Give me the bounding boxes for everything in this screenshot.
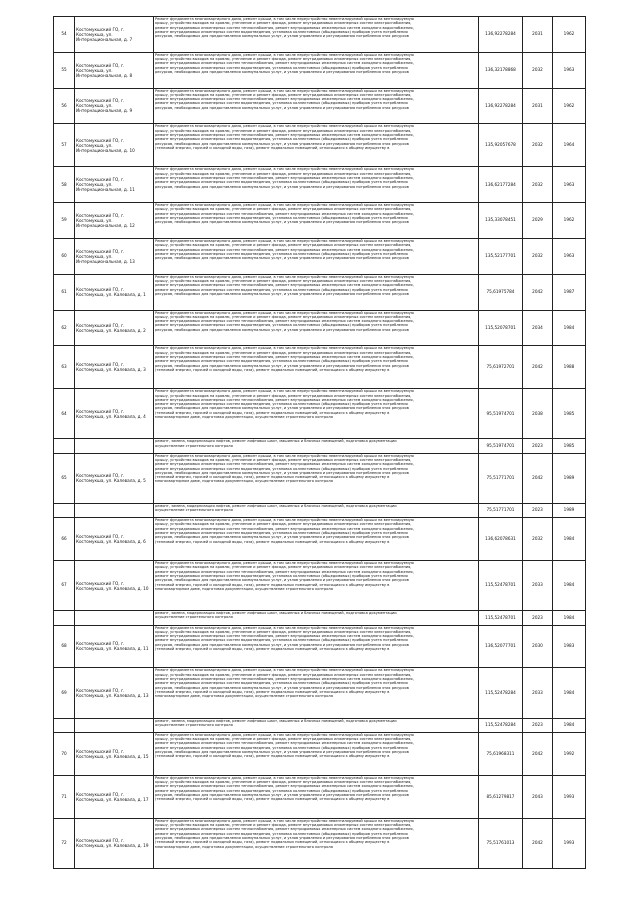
build-year-cell: 1962 bbox=[553, 88, 586, 124]
work-description-line: ремонт внутридомовых инженерных систем водоотведения, установка коллективных (общедомовых) приборов учета потребления bbox=[155, 531, 408, 536]
address-cell bbox=[75, 611, 154, 625]
work-description-line: ресурсов, необходимых для предоставления коммунальных услуг, и узлов управления и регулирования потребления этих ресурсов bbox=[155, 184, 409, 189]
row-number: 70 bbox=[54, 732, 75, 775]
cost-cell: 115,52078701 bbox=[479, 310, 523, 346]
work-description-line: ресурсов, необходимых для предоставления коммунальных услуг, и узлов управления и регулирования потребления этих ресурсов bbox=[155, 327, 409, 332]
work-description-line: ремонт внутридомовых инженерных систем водоотведения, установка коллективных (общедомовых) приборов учета потребления bbox=[155, 573, 408, 578]
work-description-line: крышу, устройство выходов на кровлю, утепление и ремонт фасада, ремонт внутридомовых инженерных систем электроснабжения, bbox=[155, 780, 412, 785]
work-description-line: крышу, устройство выходов на кровлю, утепление и ремонт фасада, ремонт внутридомовых инженерных систем электроснабжения, bbox=[155, 57, 412, 62]
row-number bbox=[54, 611, 75, 625]
cost-cell: 136,92278284 bbox=[479, 17, 523, 53]
row-number: 71 bbox=[54, 775, 75, 818]
work-description-line: ремонт внутридомовых инженерных систем теплоснабжения, ремонт внутридомовых инженерных систем холодного водоснабжения, bbox=[155, 827, 414, 832]
repair-year-cell: 2033 bbox=[523, 668, 553, 718]
row-number: 58 bbox=[54, 167, 75, 203]
work-description-line: ресурсов, необходимых для предоставления коммунальных услуг, и узлов управления и регулирования потребления этих ресурсов bbox=[155, 578, 409, 583]
build-year-cell: 1985 bbox=[553, 389, 586, 439]
work-description bbox=[154, 732, 479, 775]
work-description-line: ремонт внутридомовых инженерных систем водоотведения, установка коллективных (общедомовых) приборов учета потребления bbox=[155, 831, 408, 836]
row-number: 68 bbox=[54, 625, 75, 668]
work-description-line: Ремонт фундамента многоквартирного дома, ремонт крыши, в том числе переустройство невентилируемой крыши на вентилируемую bbox=[155, 88, 414, 93]
work-description-line: ресурсов, необходимых для предоставления коммунальных услуг, и узлов управления и регулирования потребления этих ресурсов bbox=[155, 470, 409, 475]
work-description-line: Ремонт фундамента многоквартирного дома, ремонт крыши, в том числе переустройство невентилируемой крыши на вентилируемую bbox=[155, 818, 414, 823]
work-description-line: Ремонт фундамента многоквартирного дома, ремонт крыши, в том числе переустройство невентилируемой крыши на вентилируемую bbox=[155, 775, 414, 780]
work-description bbox=[154, 503, 479, 517]
work-description bbox=[154, 124, 479, 167]
work-description-line: ремонт внутридомовых инженерных систем водоотведения, установка коллективных (общедомовых) приборов учета потребления bbox=[155, 101, 408, 106]
address-cell: Костомукшский ГО, г. Костомукша, ул. Интернациональная, д. 8 bbox=[75, 52, 154, 88]
work-description bbox=[154, 310, 479, 346]
work-description-line: Ремонт фундамента многоквартирного дома, ремонт крыши, в том числе переустройство невентилируемой крыши на вентилируемую bbox=[155, 17, 414, 21]
cost-cell: 135,52177701 bbox=[479, 238, 523, 274]
build-year-cell: 1989 bbox=[553, 453, 586, 503]
cost-cell: 135,92057678 bbox=[479, 124, 523, 167]
repair-year-cell: 2042 bbox=[523, 274, 553, 310]
work-description-line: крышу, устройство выходов на кровлю, утепление и ремонт фасада, ремонт внутридомовых инженерных систем электроснабжения, bbox=[155, 314, 412, 319]
cost-cell: 75,51771701 bbox=[479, 453, 523, 503]
build-year-cell: 1963 bbox=[553, 52, 586, 88]
address-cell: Костомукшский ГО, г. Костомукша, ул. Калевала, д. 2 bbox=[75, 310, 154, 346]
address-cell: Костомукшский ГО, г. Костомукша, ул. Калевала, д. 15 bbox=[75, 732, 154, 775]
row-number: 62 bbox=[54, 310, 75, 346]
work-description-line: ремонт внутридомовых инженерных систем теплоснабжения, ремонт внутридомовых инженерных систем холодного водоснабжения, bbox=[155, 462, 414, 467]
cost-cell: 115,52478701 bbox=[479, 611, 523, 625]
work-description-line: ремонт внутридомовых инженерных систем водоотведения, установка коллективных (общедомовых) приборов учета потребления bbox=[155, 65, 408, 70]
address-cell: Костомукшский ГО, г. Костомукша, ул. Калевала, д. 5 bbox=[75, 453, 154, 503]
repair-year-cell: 2042 bbox=[523, 346, 553, 389]
table-row bbox=[54, 274, 586, 310]
row-number: 67 bbox=[54, 561, 75, 611]
build-year-cell: 1992 bbox=[553, 732, 586, 775]
work-description bbox=[154, 167, 479, 203]
work-description-line: Ремонт фундамента многоквартирного дома, ремонт крыши, в том числе переустройство невентилируемой крыши на вентилируемую bbox=[155, 167, 414, 172]
work-description-line: ремонт внутридомовых инженерных систем водоотведения, установка коллективных (общедомовых) приборов учета потребления bbox=[155, 29, 408, 34]
work-description-line: крышу, устройство выходов на кровлю, утепление и ремонт фасада, ремонт внутридомовых инженерных систем электроснабжения, bbox=[155, 737, 412, 742]
work-description-line: (тепловой энергии, горячей и холодной воды, газа), ремонт подвальных помещений, относящихся к общему имуществу в bbox=[155, 646, 390, 651]
repair-year-cell: 2032 bbox=[523, 167, 553, 203]
repair-year-cell: 2034 bbox=[523, 310, 553, 346]
work-description-line: крышу, устройство выходов на кровлю, утепление и ремонт фасада, ремонт внутридомовых инженерных систем электроснабжения, bbox=[155, 393, 412, 398]
build-year-cell: 1987 bbox=[553, 274, 586, 310]
row-number: 55 bbox=[54, 52, 75, 88]
work-description-line: ресурсов, необходимых для предоставления коммунальных услуг, и узлов управления и регулирования потребления этих ресурсов bbox=[155, 363, 409, 368]
work-description-line: ремонт внутридомовых инженерных систем водоотведения, установка коллективных (общедомовых) приборов учета потребления bbox=[155, 137, 408, 142]
capital-repair-table bbox=[53, 16, 586, 869]
repair-year-cell: 2032 bbox=[523, 52, 553, 88]
work-description-line: Ремонт фундамента многоквартирного дома, ремонт крыши, в том числе переустройство невентилируемой крыши на вентилируемую bbox=[155, 389, 414, 394]
work-description-line: крышу, устройство выходов на кровлю, утепление и ремонт фасада, ремонт внутридомовых инженерных систем электроснабжения, bbox=[155, 171, 412, 176]
repair-year-cell: 2023 bbox=[523, 718, 553, 732]
work-description-line: ремонт внутридомовых инженерных систем теплоснабжения, ремонт внутридомовых инженерных систем холодного водоснабжения, bbox=[155, 283, 414, 288]
work-description-line: крышу, устройство выходов на кровлю, утепление и ремонт фасада, ремонт внутридомовых инженерных систем электроснабжения, bbox=[155, 458, 412, 462]
row-number: 63 bbox=[54, 346, 75, 389]
work-description-line: ремонт внутридомовых инженерных систем теплоснабжения, ремонт внутридомовых инженерных систем холодного водоснабжения, bbox=[155, 741, 414, 746]
work-description-line: многоквартирном доме, подготовка документации, осуществление строительного контроля bbox=[155, 694, 333, 699]
cost-cell: 95,51974701 bbox=[479, 389, 523, 439]
address-cell: Костомукшский ГО, г. Костомукша, ул. Интернациональная, д. 13 bbox=[75, 238, 154, 274]
document-sheet bbox=[53, 16, 585, 868]
work-description-line: Ремонт фундамента многоквартирного дома, ремонт крыши, в том числе переустройство невентилируемой крыши на вентилируемую bbox=[155, 732, 414, 737]
address-cell: Костомукшский ГО, г. Костомукша, ул. Интернациональная, д. 9 bbox=[75, 88, 154, 124]
work-description-line: (тепловой энергии, горячей и холодной воды, газа), ремонт подвальных помещений, относящихся к общему имуществу в bbox=[155, 582, 390, 587]
address-cell: Костомукшский ГО, г. Костомукша, ул. Калевала, д. 1 bbox=[75, 274, 154, 310]
work-description-line: (тепловой энергии, горячей и холодной воды, газа), ремонт подвальных помещений, относящихся к общему имуществу в bbox=[155, 539, 390, 544]
table-row bbox=[54, 124, 586, 167]
table-row bbox=[54, 203, 586, 239]
repair-year-cell: 2023 bbox=[523, 439, 553, 453]
work-description bbox=[154, 625, 479, 668]
repair-year-cell: 2030 bbox=[523, 625, 553, 668]
work-description-line: ресурсов, необходимых для предоставления коммунальных услуг, и узлов управления и регулирования потребления этих ресурсов bbox=[155, 34, 409, 39]
build-year-cell: 1983 bbox=[553, 625, 586, 668]
build-year-cell: 1984 bbox=[553, 518, 586, 561]
work-description-line: Ремонт фундамента многоквартирного дома, ремонт крыши, в том числе переустройство невентилируемой крыши на вентилируемую bbox=[155, 124, 414, 129]
repair-year-cell: 2032 bbox=[523, 518, 553, 561]
cost-cell: 95,51974701 bbox=[479, 439, 523, 453]
work-description bbox=[154, 274, 479, 310]
work-description-line: ремонт, замена, модернизация лифтов, ремонт лифтовых шахт, машинных и блочных помещений, подготовка документации bbox=[155, 611, 397, 616]
address-cell: Костомукшский ГО, г. Костомукша, ул. Калевала, д. 13 bbox=[75, 668, 154, 718]
work-description-line: ремонт внутридомовых инженерных систем теплоснабжения, ремонт внутридомовых инженерных систем холодного водоснабжения, bbox=[155, 97, 414, 102]
work-description-line: ремонт внутридомовых инженерных систем теплоснабжения, ремонт внутридомовых инженерных систем холодного водоснабжения, bbox=[155, 175, 414, 180]
work-description-line: Ремонт фундамента многоквартирного дома, ремонт крыши, в том числе переустройство невентилируемой крыши на вентилируемую bbox=[155, 518, 414, 523]
work-description-line: Ремонт фундамента многоквартирного дома, ремонт крыши, в том числе переустройство невентилируемой крыши на вентилируемую bbox=[155, 561, 414, 566]
table-row bbox=[54, 818, 586, 868]
work-description-line: ремонт внутридомовых инженерных систем водоотведения, установка коллективных (общедомовых) приборов учета потребления bbox=[155, 180, 408, 185]
work-description-line: ремонт внутридомовых инженерных систем теплоснабжения, ремонт внутридомовых инженерных систем холодного водоснабжения, bbox=[155, 211, 414, 216]
work-description-line: Ремонт фундамента многоквартирного дома, ремонт крыши, в том числе переустройство невентилируемой крыши на вентилируемую bbox=[155, 52, 414, 57]
work-description-line: ремонт внутридомовых инженерных систем водоотведения, установка коллективных (общедомовых) приборов учета потребления bbox=[155, 638, 408, 643]
row-number bbox=[54, 503, 75, 517]
row-number: 64 bbox=[54, 389, 75, 439]
row-number bbox=[54, 718, 75, 732]
work-description-line: ремонт внутридомовых инженерных систем водоотведения, установка коллективных (общедомовых) приборов учета потребления bbox=[155, 402, 408, 407]
work-description-line: Ремонт фундамента многоквартирного дома, ремонт крыши, в том числе переустройство невентилируемой крыши на вентилируемую bbox=[155, 668, 414, 673]
work-description-line: ресурсов, необходимых для предоставления коммунальных услуг, и узлов управления и регулирования потребления этих ресурсов bbox=[155, 642, 409, 647]
address-cell: Костомукшский ГО, г. Костомукша, ул. Калевала, д. 19 bbox=[75, 818, 154, 868]
cost-cell: 115,52478284 bbox=[479, 668, 523, 718]
work-description-line: многоквартирном доме, подготовка документации, осуществление строительного контроля bbox=[155, 586, 333, 591]
build-year-cell: 1962 bbox=[553, 17, 586, 53]
address-cell: Костомукшский ГО, г. Костомукша, ул. Интернациональная, д. 11 bbox=[75, 167, 154, 203]
work-description bbox=[154, 238, 479, 274]
work-description-line: ремонт внутридомовых инженерных систем теплоснабжения, ремонт внутридомовых инженерных систем холодного водоснабжения, bbox=[155, 634, 414, 639]
work-description-line: ремонт внутридомовых инженерных систем теплоснабжения, ремонт внутридомовых инженерных систем холодного водоснабжения, bbox=[155, 397, 414, 402]
repair-year-cell: 2032 bbox=[523, 124, 553, 167]
work-description-line: ресурсов, необходимых для предоставления коммунальных услуг, и узлов управления и регулирования потребления этих ресурсов bbox=[155, 835, 409, 840]
build-year-cell: 1984 bbox=[553, 611, 586, 625]
cost-cell: 136,62078631 bbox=[479, 518, 523, 561]
work-description-line: ремонт внутридомовых инженерных систем теплоснабжения, ремонт внутридомовых инженерных систем холодного водоснабжения, bbox=[155, 25, 414, 30]
table-row bbox=[54, 561, 586, 611]
address-cell: Костомукшский ГО, г. Костомукша, ул. Интернациональная, д. 12 bbox=[75, 203, 154, 239]
work-description-line: Ремонт фундамента многоквартирного дома, ремонт крыши, в том числе переустройство невентилируемой крыши на вентилируемую bbox=[155, 346, 414, 351]
work-description-line: (тепловой энергии, горячей и холодной воды, газа), ремонт подвальных помещений, относящихся к общему имуществу в bbox=[155, 410, 390, 415]
address-cell: Костомукшский ГО, г. Костомукша, ул. Калевала, д. 3 bbox=[75, 346, 154, 389]
work-description-line: крышу, устройство выходов на кровлю, утепление и ремонт фасада, ремонт внутридомовых инженерных систем электроснабжения, bbox=[155, 21, 412, 26]
cost-cell: 85,61279817 bbox=[479, 775, 523, 818]
build-year-cell: 1988 bbox=[553, 346, 586, 389]
work-description-line: крышу, устройство выходов на кровлю, утепление и ремонт фасада, ремонт внутридомовых инженерных систем электроснабжения, bbox=[155, 350, 412, 355]
row-number: 54 bbox=[54, 17, 75, 53]
row-number: 72 bbox=[54, 818, 75, 868]
table-row bbox=[54, 718, 586, 732]
table-row bbox=[54, 52, 586, 88]
build-year-cell: 1993 bbox=[553, 818, 586, 868]
work-description bbox=[154, 668, 479, 718]
table-row bbox=[54, 389, 586, 439]
address-cell bbox=[75, 439, 154, 453]
work-description-line: Ремонт фундамента многоквартирного дома, ремонт крыши, в том числе переустройство невентилируемой крыши на вентилируемую bbox=[155, 625, 414, 630]
row-number: 65 bbox=[54, 453, 75, 503]
work-description-line: крышу, устройство выходов на кровлю, утепление и ремонт фасада, ремонт внутридомовых инженерных систем электроснабжения, bbox=[155, 823, 412, 828]
table-row bbox=[54, 503, 586, 517]
work-description bbox=[154, 518, 479, 561]
work-description-line: ремонт внутридомовых инженерных систем теплоснабжения, ремонт внутридомовых инженерных систем холодного водоснабжения, bbox=[155, 784, 414, 789]
build-year-cell: 1985 bbox=[553, 439, 586, 453]
work-description bbox=[154, 561, 479, 611]
work-description-line: Ремонт фундамента многоквартирного дома, ремонт крыши, в том числе переустройство невентилируемой крыши на вентилируемую bbox=[155, 274, 414, 279]
work-description-line: Ремонт фундамента многоквартирного дома, ремонт крыши, в том числе переустройство невентилируемой крыши на вентилируемую bbox=[155, 203, 414, 208]
work-description-line: ремонт внутридомовых инженерных систем водоотведения, установка коллективных (общедомовых) приборов учета потребления bbox=[155, 287, 408, 292]
repair-year-cell: 2023 bbox=[523, 611, 553, 625]
work-description-line: ресурсов, необходимых для предоставления коммунальных услуг, и узлов управления и регулирования потребления этих ресурсов bbox=[155, 535, 409, 540]
work-description-line: ремонт внутридомовых инженерных систем теплоснабжения, ремонт внутридомовых инженерных систем холодного водоснабжения, bbox=[155, 526, 414, 531]
table-row bbox=[54, 167, 586, 203]
table-row bbox=[54, 625, 586, 668]
work-description bbox=[154, 718, 479, 732]
cost-cell: 136,52077701 bbox=[479, 625, 523, 668]
work-description-line: (тепловой энергии, горячей и холодной воды, газа), ремонт подвальных помещений, относящихся к общему имуществу в bbox=[155, 367, 390, 372]
build-year-cell: 1963 bbox=[553, 167, 586, 203]
work-description-line: ремонт внутридомовых инженерных систем теплоснабжения, ремонт внутридомовых инженерных систем холодного водоснабжения, bbox=[155, 247, 414, 252]
cost-cell: 115,52478284 bbox=[479, 718, 523, 732]
work-description-line: (тепловой энергии, горячей и холодной воды, газа), ремонт подвальных помещений, относящихся к общему имуществу в bbox=[155, 475, 390, 480]
work-description-line: многоквартирном доме, подготовка документации, осуществление строительного контроля bbox=[155, 479, 333, 484]
table-row bbox=[54, 88, 586, 124]
work-description-line: крышу, устройство выходов на кровлю, утепление и ремонт фасада, ремонт внутридомовых инженерных систем электроснабжения, bbox=[155, 522, 412, 527]
row-number: 61 bbox=[54, 274, 75, 310]
work-description bbox=[154, 439, 479, 453]
work-description bbox=[154, 203, 479, 239]
work-description-line: ремонт внутридомовых инженерных систем водоотведения, установка коллективных (общедомовых) приборов учета потребления bbox=[155, 466, 408, 471]
work-description bbox=[154, 818, 479, 868]
cost-cell: 75,51761013 bbox=[479, 818, 523, 868]
table-row bbox=[54, 775, 586, 818]
cost-cell: 75,51771701 bbox=[479, 503, 523, 517]
work-description-line: ремонт, замена, модернизация лифтов, ремонт лифтовых шахт, машинных и блочных помещений, подготовка документации bbox=[155, 718, 397, 723]
work-description bbox=[154, 611, 479, 625]
table-row bbox=[54, 732, 586, 775]
repair-year-cell: 2029 bbox=[523, 203, 553, 239]
repair-year-cell: 2042 bbox=[523, 818, 553, 868]
work-description-line: ремонт внутридомовых инженерных систем водоотведения, установка коллективных (общедомовых) приборов учета потребления bbox=[155, 216, 408, 221]
work-description-line: крышу, устройство выходов на кровлю, утепление и ремонт фасада, ремонт внутридомовых инженерных систем электроснабжения, bbox=[155, 92, 412, 97]
repair-year-cell: 2031 bbox=[523, 88, 553, 124]
work-description-line: ремонт внутридомовых инженерных систем водоотведения, установка коллективных (общедомовых) приборов учета потребления bbox=[155, 681, 408, 686]
cost-cell: 136,32178868 bbox=[479, 52, 523, 88]
work-description-line: крышу, устройство выходов на кровлю, утепление и ремонт фасада, ремонт внутридомовых инженерных систем электроснабжения, bbox=[155, 565, 412, 570]
address-cell: Костомукшский ГО, г. Костомукша, ул. Интернациональная, д. 10 bbox=[75, 124, 154, 167]
address-cell: Костомукшский ГО, г. Костомукша, ул. Интернациональная, д. 7 bbox=[75, 17, 154, 53]
cost-cell: 135,33078451 bbox=[479, 203, 523, 239]
work-description-line: ресурсов, необходимых для предоставления коммунальных услуг, и узлов управления и регулирования потребления этих ресурсов bbox=[155, 750, 409, 755]
work-description-line: Ремонт фундамента многоквартирного дома, ремонт крыши, в том числе переустройство невентилируемой крыши на вентилируемую bbox=[155, 310, 414, 315]
work-description-line: осуществление строительного контроля bbox=[155, 508, 233, 513]
cost-cell: 136,92278284 bbox=[479, 88, 523, 124]
address-cell bbox=[75, 503, 154, 517]
work-description-line: крышу, устройство выходов на кровлю, утепление и ремонт фасада, ремонт внутридомовых инженерных систем электроснабжения, bbox=[155, 279, 412, 284]
work-description-line: ремонт внутридомовых инженерных систем водоотведения, установка коллективных (общедомовых) приборов учета потребления bbox=[155, 251, 408, 256]
work-description-line: ремонт, замена, модернизация лифтов, ремонт лифтовых шахт, машинных и блочных помещений, подготовка документации bbox=[155, 439, 397, 444]
work-description-line: (тепловой энергии, горячей и холодной воды, газа), ремонт подвальных помещений, относящихся к общему имуществу в bbox=[155, 840, 390, 845]
work-description-line: (тепловой энергии, горячей и холодной воды, газа), ремонт подвальных помещений, относящихся к общему имуществу в bbox=[155, 754, 390, 759]
work-description-line: ремонт, замена, модернизация лифтов, ремонт лифтовых шахт, машинных и блочных помещений, подготовка документации bbox=[155, 503, 397, 508]
work-description-line: ремонт внутридомовых инженерных систем водоотведения, установка коллективных (общедомовых) приборов учета потребления bbox=[155, 359, 408, 364]
work-description-line: крышу, устройство выходов на кровлю, утепление и ремонт фасада, ремонт внутридомовых инженерных систем электроснабжения, bbox=[155, 243, 412, 248]
work-description-line: ресурсов, необходимых для предоставления коммунальных услуг, и узлов управления и регулирования потребления этих ресурсов bbox=[155, 685, 409, 690]
build-year-cell: 1984 bbox=[553, 668, 586, 718]
address-cell: Костомукшский ГО, г. Костомукша, ул. Калевала, д. 17 bbox=[75, 775, 154, 818]
address-cell: Костомукшский ГО, г. Костомукша, ул. Калевала, д. 4 bbox=[75, 389, 154, 439]
work-description-line: ресурсов, необходимых для предоставления коммунальных услуг, и узлов управления и регулирования потребления этих ресурсов bbox=[155, 256, 409, 261]
row-number bbox=[54, 439, 75, 453]
build-year-cell: 1964 bbox=[553, 124, 586, 167]
work-description-line: ремонт внутридомовых инженерных систем теплоснабжения, ремонт внутридомовых инженерных систем холодного водоснабжения, bbox=[155, 132, 414, 137]
work-description-line: осуществление строительного контроля bbox=[155, 615, 233, 620]
work-description bbox=[154, 52, 479, 88]
table-row bbox=[54, 238, 586, 274]
repair-year-cell: 2032 bbox=[523, 238, 553, 274]
repair-year-cell: 2033 bbox=[523, 561, 553, 611]
build-year-cell: 1984 bbox=[553, 561, 586, 611]
table-row bbox=[54, 439, 586, 453]
build-year-cell: 1984 bbox=[553, 718, 586, 732]
cost-cell: 75,61972701 bbox=[479, 346, 523, 389]
cost-cell: 115,52478701 bbox=[479, 561, 523, 611]
table-row bbox=[54, 518, 586, 561]
work-description-line: ремонт внутридомовых инженерных систем водоотведения, установка коллективных (общедомовых) приборов учета потребления bbox=[155, 788, 408, 793]
work-description-line: ремонт внутридомовых инженерных систем теплоснабжения, ремонт внутридомовых инженерных систем холодного водоснабжения, bbox=[155, 354, 414, 359]
work-description-line: крышу, устройство выходов на кровлю, утепление и ремонт фасада, ремонт внутридомовых инженерных систем электроснабжения, bbox=[155, 672, 412, 677]
work-description-line: Ремонт фундамента многоквартирного дома, ремонт крыши, в том числе переустройство невентилируемой крыши на вентилируемую bbox=[155, 453, 414, 458]
build-year-cell: 1962 bbox=[553, 203, 586, 239]
row-number: 66 bbox=[54, 518, 75, 561]
build-year-cell: 1963 bbox=[553, 238, 586, 274]
repair-year-cell: 2042 bbox=[523, 453, 553, 503]
address-cell bbox=[75, 718, 154, 732]
row-number: 57 bbox=[54, 124, 75, 167]
work-description-line: крышу, устройство выходов на кровлю, утепление и ремонт фасада, ремонт внутридомовых инженерных систем электроснабжения, bbox=[155, 128, 412, 133]
work-description-line: крышу, устройство выходов на кровлю, утепление и ремонт фасада, ремонт внутридомовых инженерных систем электроснабжения, bbox=[155, 207, 412, 212]
address-cell: Костомукшский ГО, г. Костомукша, ул. Калевала, д. 6 bbox=[75, 518, 154, 561]
table-row bbox=[54, 17, 586, 53]
table-row bbox=[54, 668, 586, 718]
work-description-line: многоквартирном доме, подготовка документации, осуществление строительного контроля bbox=[155, 844, 333, 849]
repair-year-cell: 2042 bbox=[523, 732, 553, 775]
repair-year-cell: 2043 bbox=[523, 775, 553, 818]
table-row bbox=[54, 611, 586, 625]
build-year-cell: 1984 bbox=[553, 310, 586, 346]
work-description-line: ресурсов, необходимых для предоставления коммунальных услуг, и узлов управления и регулирования потребления этих ресурсов bbox=[155, 291, 409, 296]
work-description-line: ресурсов, необходимых для предоставления коммунальных услуг, и узлов управления и регулирования потребления этих ресурсов bbox=[155, 69, 409, 74]
table-row bbox=[54, 453, 586, 503]
row-number: 56 bbox=[54, 88, 75, 124]
work-description bbox=[154, 775, 479, 818]
build-year-cell: 1993 bbox=[553, 775, 586, 818]
repair-year-cell: 2023 bbox=[523, 503, 553, 517]
work-description bbox=[154, 88, 479, 124]
cost-cell: 75,61975784 bbox=[479, 274, 523, 310]
work-description-line: крышу, устройство выходов на кровлю, утепление и ремонт фасада, ремонт внутридомовых инженерных систем электроснабжения, bbox=[155, 629, 412, 634]
row-number: 59 bbox=[54, 203, 75, 239]
work-description bbox=[154, 453, 479, 503]
build-year-cell: 1989 bbox=[553, 503, 586, 517]
cost-cell: 75,61968311 bbox=[479, 732, 523, 775]
work-description-line: ресурсов, необходимых для предоставления коммунальных услуг, и узлов управления и регулирования потребления этих ресурсов bbox=[155, 105, 409, 110]
work-description-line: ресурсов, необходимых для предоставления коммунальных услуг, и узлов управления и регулирования потребления этих ресурсов bbox=[155, 406, 409, 411]
work-description-line: ремонт внутридомовых инженерных систем водоотведения, установка коллективных (общедомовых) приборов учета потребления bbox=[155, 745, 408, 750]
address-cell: Костомукшский ГО, г. Костомукша, ул. Калевала, д. 11 bbox=[75, 625, 154, 668]
work-description bbox=[154, 389, 479, 439]
repair-year-cell: 2031 bbox=[523, 17, 553, 53]
work-description bbox=[154, 346, 479, 389]
repair-year-cell: 2038 bbox=[523, 389, 553, 439]
work-description-line: ремонт внутридомовых инженерных систем водоотведения, установка коллективных (общедомовых) приборов учета потребления bbox=[155, 323, 408, 328]
row-number: 69 bbox=[54, 668, 75, 718]
work-description-line: Ремонт фундамента многоквартирного дома, ремонт крыши, в том числе переустройство невентилируемой крыши на вентилируемую bbox=[155, 238, 414, 243]
address-cell: Костомукшский ГО, г. Костомукша, ул. Калевала, д. 10 bbox=[75, 561, 154, 611]
table-row bbox=[54, 310, 586, 346]
work-description-line: многоквартирном доме, подготовка документации, осуществление строительного контроля bbox=[155, 415, 333, 420]
work-description-line: ремонт внутридомовых инженерных систем теплоснабжения, ремонт внутридомовых инженерных систем холодного водоснабжения, bbox=[155, 569, 414, 574]
work-description-line: осуществление строительного контроля bbox=[155, 443, 233, 448]
work-description-line: ресурсов, необходимых для предоставления коммунальных услуг, и узлов управления и регулирования потребления этих ресурсов bbox=[155, 141, 409, 146]
row-number: 60 bbox=[54, 238, 75, 274]
work-description-line: ресурсов, необходимых для предоставления коммунальных услуг, и узлов управления и регулирования потребления этих ресурсов bbox=[155, 220, 409, 225]
work-description-line: ремонт внутридомовых инженерных систем теплоснабжения, ремонт внутридомовых инженерных систем холодного водоснабжения, bbox=[155, 319, 414, 324]
work-description-line: (тепловой энергии, горячей и холодной воды, газа), ремонт подвальных помещений, относящихся к общему имуществу в bbox=[155, 689, 390, 694]
work-description bbox=[154, 17, 479, 53]
work-description-line: ресурсов, необходимых для предоставления коммунальных услуг, и узлов управления и регулирования потребления этих ресурсов bbox=[155, 793, 409, 798]
work-description-line: ремонт внутридомовых инженерных систем теплоснабжения, ремонт внутридомовых инженерных систем холодного водоснабжения, bbox=[155, 677, 414, 682]
work-description-line: (тепловой энергии, горячей и холодной воды, газа), ремонт подвальных помещений, относящихся к общему имуществу в bbox=[155, 145, 390, 150]
work-description-line: осуществление строительного контроля bbox=[155, 722, 233, 727]
work-description-line: (тепловой энергии, горячей и холодной воды, газа), ремонт подвальных помещений, относящихся к общему имуществу в bbox=[155, 797, 390, 802]
table-row bbox=[54, 346, 586, 389]
cost-cell: 136,62177284 bbox=[479, 167, 523, 203]
work-description-line: ремонт внутридомовых инженерных систем теплоснабжения, ремонт внутридомовых инженерных систем холодного водоснабжения, bbox=[155, 61, 414, 66]
